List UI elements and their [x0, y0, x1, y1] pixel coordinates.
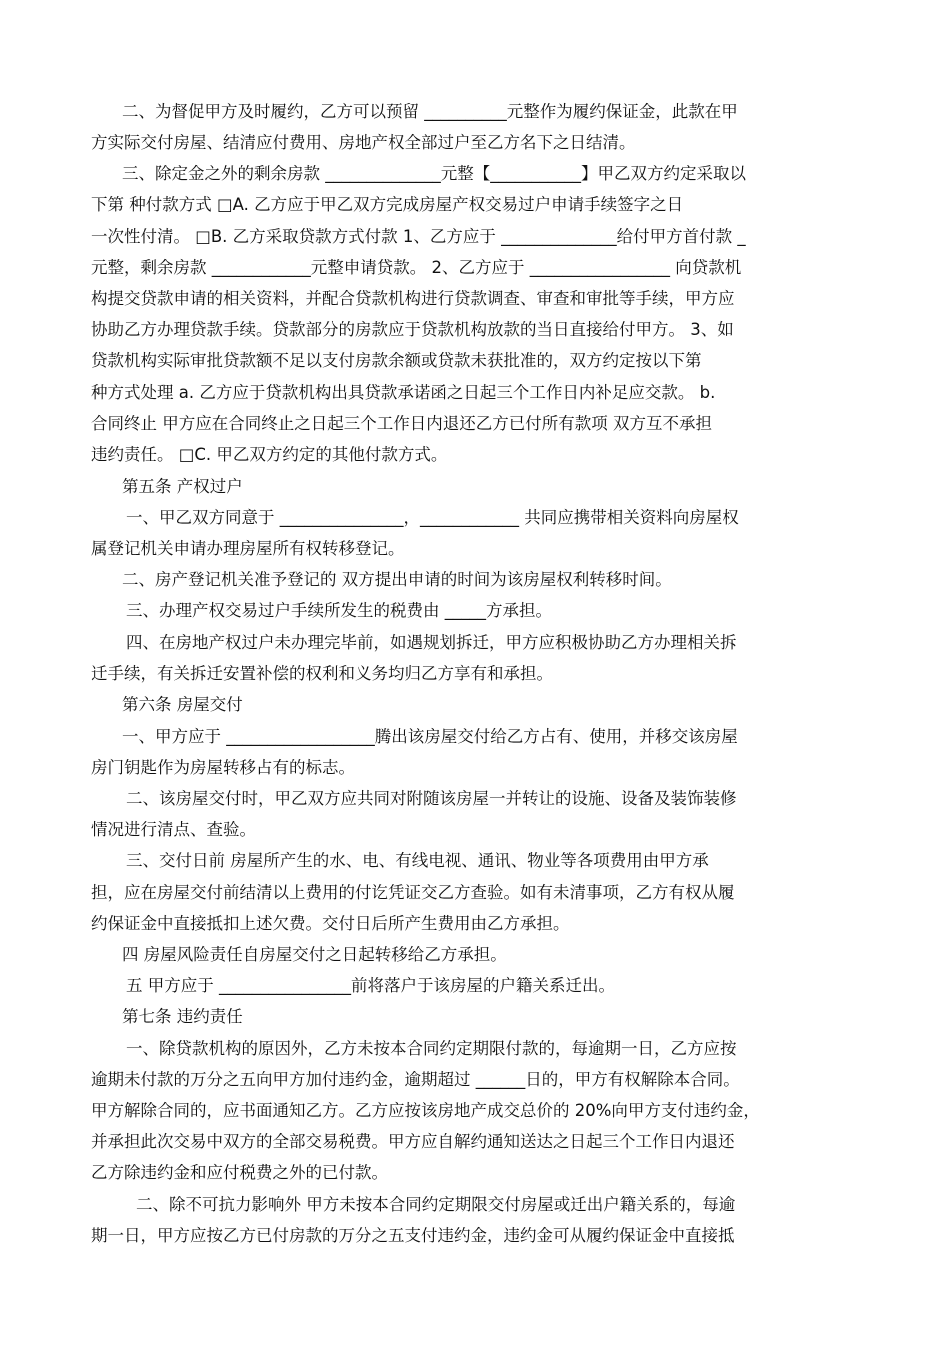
text-line: 属登记机关申请办理房屋所有权转移登记。	[91, 539, 405, 558]
text-line: 并承担此次交易中双方的全部交易税费。甲方应自解约通知送达之日起三个工作日内退还	[91, 1132, 735, 1151]
text-line: 三、除定金之外的剩余房款 ______________元整【___________】甲乙双方约定采取以	[122, 164, 746, 183]
text-line: 情况进行清点、查验。	[91, 820, 256, 839]
text-line: 下第 种付款方式 □A. 乙方应于甲乙双方完成房屋产权交易过户申请手续签字之日	[91, 195, 684, 214]
text-line: 二、除不可抗力影响外 甲方未按本合同约定期限交付房屋或迁出户籍关系的，每逾	[136, 1195, 736, 1214]
text-line: 一、甲乙双方同意于 _______________，____________ 共同应携带相关资料向房屋权	[126, 508, 739, 527]
text-line: 二、该房屋交付时，甲乙双方应共同对附随该房屋一并转让的设施、设备及装饰装修	[126, 789, 737, 808]
text-line: 房门钥匙作为房屋转移占有的标志。	[91, 758, 355, 777]
text-line: 担，应在房屋交付前结清以上费用的付讫凭证交乙方查验。如有未清事项，乙方有权从履	[91, 883, 735, 902]
section-heading: 第七条 违约责任	[122, 1007, 243, 1026]
text-line: 五 甲方应于 ________________前将落户于该房屋的户籍关系迁出。	[126, 976, 615, 995]
text-line: 一、甲方应于 __________________腾出该房屋交付给乙方占有、使用，并移交该房屋	[122, 727, 738, 746]
text-line: 二、为督促甲方及时履约，乙方可以预留 __________元整作为履约保证金，此款在甲	[122, 102, 738, 121]
text-line: 逾期未付款的万分之五向甲方加付违约金，逾期超过 ______日的，甲方有权解除本合同。	[91, 1070, 740, 1089]
section-heading: 第五条 产权过户	[122, 477, 243, 496]
text-line: 甲方解除合同的，应书面通知乙方。乙方应按该房地产成交总价的 20%向甲方支付违约金，	[91, 1101, 760, 1120]
text-line: 协助乙方办理贷款手续。贷款部分的房款应于贷款机构放款的当日直接给付甲方。 3、如	[91, 320, 734, 339]
text-line: 违约责任。 □C. 甲乙双方约定的其他付款方式。	[91, 445, 448, 464]
text-line: 一次性付清。 □B. 乙方采取贷款方式付款 1、乙方应于 ______________给付甲方首付款 _	[91, 227, 746, 246]
text-line: 三、交付日前 房屋所产生的水、电、有线电视、通讯、物业等各项费用由甲方承	[126, 851, 709, 870]
text-line: 迁手续，有关拆迁安置补偿的权利和义务均归乙方享有和承担。	[91, 664, 553, 683]
text-line: 方实际交付房屋、结清应付费用、房地产权全部过户至乙方名下之日结清。	[91, 133, 636, 152]
text-line: 四 房屋风险责任自房屋交付之日起转移给乙方承担。	[122, 945, 507, 964]
text-line: 贷款机构实际审批贷款额不足以支付房款余额或贷款未获批准的，双方约定按以下第	[91, 351, 702, 370]
text-line: 一、除贷款机构的原因外，乙方未按本合同约定期限付款的，每逾期一日，乙方应按	[126, 1039, 737, 1058]
text-line: 乙方除违约金和应付税费之外的已付款。	[91, 1163, 388, 1182]
text-line: 期一日，甲方应按乙方已付房款的万分之五支付违约金，违约金可从履约保证金中直接抵	[91, 1226, 735, 1245]
section-heading: 第六条 房屋交付	[122, 695, 243, 714]
text-line: 四、在房地产权过户未办理完毕前，如遇规划拆迁，甲方应积极协助乙方办理相关拆	[126, 633, 737, 652]
text-line: 元整，剩余房款 ____________元整申请贷款。 2、乙方应于 _________________ 向贷款机	[91, 258, 742, 277]
text-line: 三、办理产权交易过户手续所发生的税费由 _____方承担。	[126, 601, 552, 620]
text-line: 种方式处理 a. 乙方应于贷款机构出具贷款承诺函之日起三个工作日内补足应交款。 b.	[91, 383, 716, 402]
text-line: 构提交贷款申请的相关资料，并配合贷款机构进行贷款调查、审查和审批等手续，甲方应	[91, 289, 735, 308]
text-line: 二、房产登记机关准予登记的 双方提出申请的时间为该房屋权利转移时间。	[122, 570, 672, 589]
text-line: 合同终止 甲方应在合同终止之日起三个工作日内退还乙方已付所有款项 双方互不承担	[91, 414, 712, 433]
text-line: 约保证金中直接抵扣上述欠费。交付日后所产生费用由乙方承担。	[91, 914, 570, 933]
